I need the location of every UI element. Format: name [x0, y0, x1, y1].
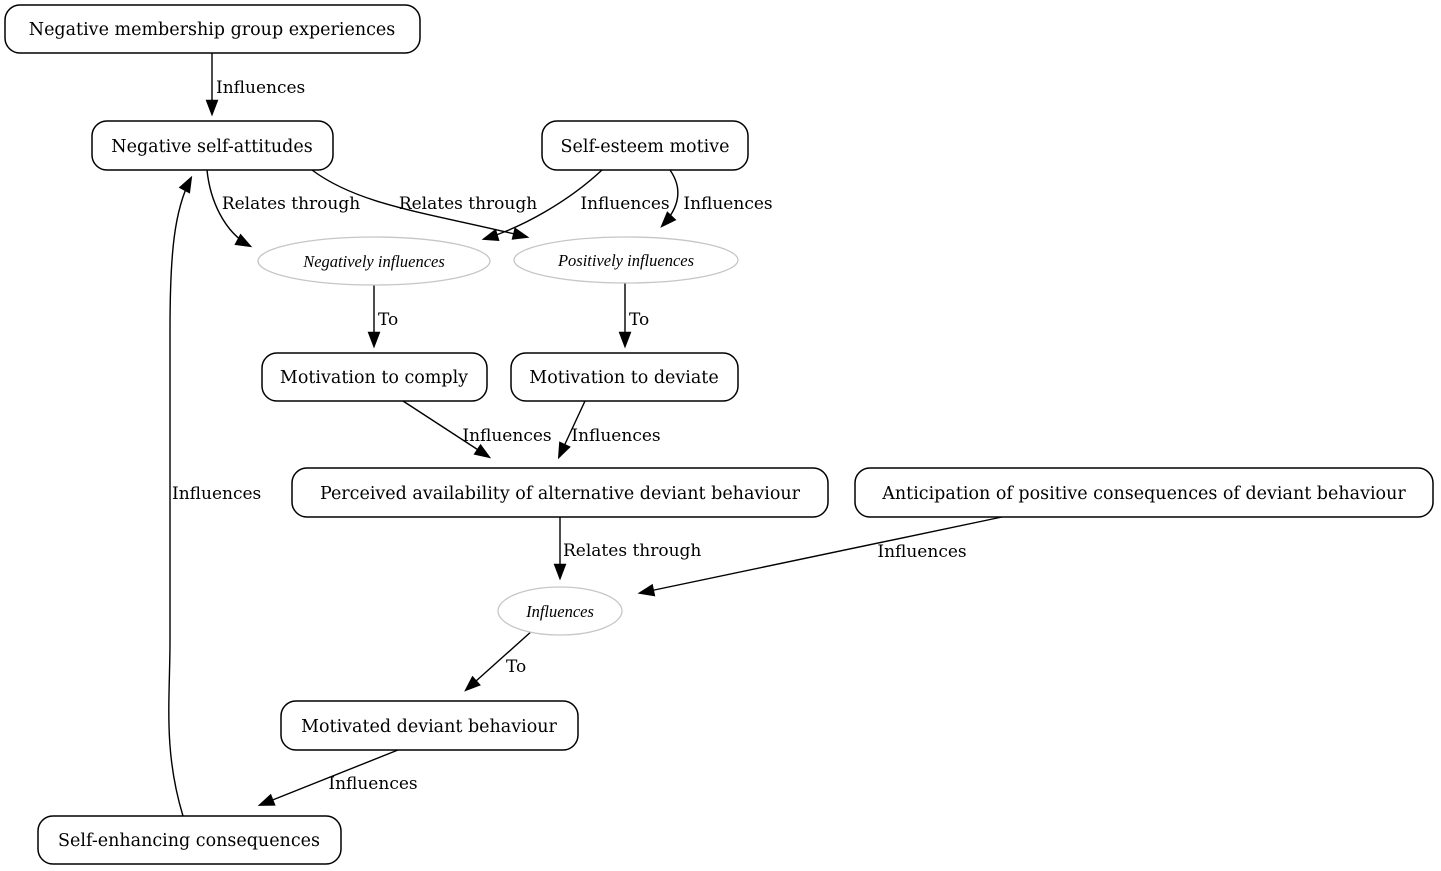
edge-label-influences-deviate: Influences — [571, 426, 661, 446]
node-motivation-to-deviate-label: Motivation to deviate — [529, 368, 719, 388]
node-motivated-deviant-behaviour — [281, 701, 578, 750]
node-perceived-availability — [292, 468, 828, 517]
node-self-esteem-motive — [542, 121, 748, 170]
edge-label-influences-comply: Influences — [462, 426, 552, 446]
nodes — [5, 5, 1433, 864]
edge-label-influences-motivated: Influences — [328, 774, 418, 794]
node-motivation-to-comply-label: Motivation to comply — [279, 368, 469, 388]
edge-label-influences-esteem-neg: Influences — [580, 194, 670, 214]
node-negative-self-attitudes-label: Negative self-attitudes — [111, 137, 313, 157]
node-negative-membership-group-experiences-label: Negative membership group experiences — [28, 20, 396, 40]
node-anticipation-positive-consequences — [855, 468, 1433, 517]
node-positively-influences-label: Positively influences — [557, 251, 695, 270]
node-self-esteem-motive-label: Self-esteem motive — [560, 137, 730, 157]
edge-label-relates-through-3: Relates through — [563, 541, 702, 561]
node-perceived-availability-label: Perceived availability of alternative deviant behaviour — [319, 484, 801, 504]
node-anticipation-positive-consequences-label: Anticipation of positive consequences of deviant behaviour — [882, 484, 1406, 504]
node-self-enhancing-consequences — [38, 816, 341, 864]
edge-label-to-deviate: To — [629, 310, 650, 330]
node-negative-self-attitudes — [92, 121, 333, 170]
edge-label-relates-through-2: Relates through — [398, 194, 538, 214]
edge-label-to-motivated: To — [506, 657, 527, 677]
node-self-enhancing-consequences-label: Self-enhancing consequences — [58, 831, 320, 851]
node-positively-influences — [514, 237, 738, 283]
edge-label-influences-feedback: Influences — [172, 484, 262, 504]
node-motivated-deviant-behaviour-label: Motivated deviant behaviour — [301, 717, 557, 737]
edge-label-relates-through-1: Relates through — [221, 194, 361, 214]
edge-label-influences-esteem-pos: Influences — [683, 194, 773, 214]
edge-label-influences-anticipation: Influences — [877, 542, 967, 562]
node-negatively-influences — [258, 237, 490, 285]
node-negatively-influences-label: Negatively influences — [303, 252, 445, 271]
node-influences-relation — [498, 587, 622, 635]
edge-label-to-comply: To — [378, 310, 399, 330]
node-influences-relation-label: Influences — [526, 602, 594, 621]
node-motivation-to-deviate — [511, 353, 738, 401]
edge-label-influences-top: Influences — [216, 78, 306, 98]
node-negative-membership-group-experiences — [5, 5, 420, 53]
node-motivation-to-comply — [262, 353, 487, 401]
